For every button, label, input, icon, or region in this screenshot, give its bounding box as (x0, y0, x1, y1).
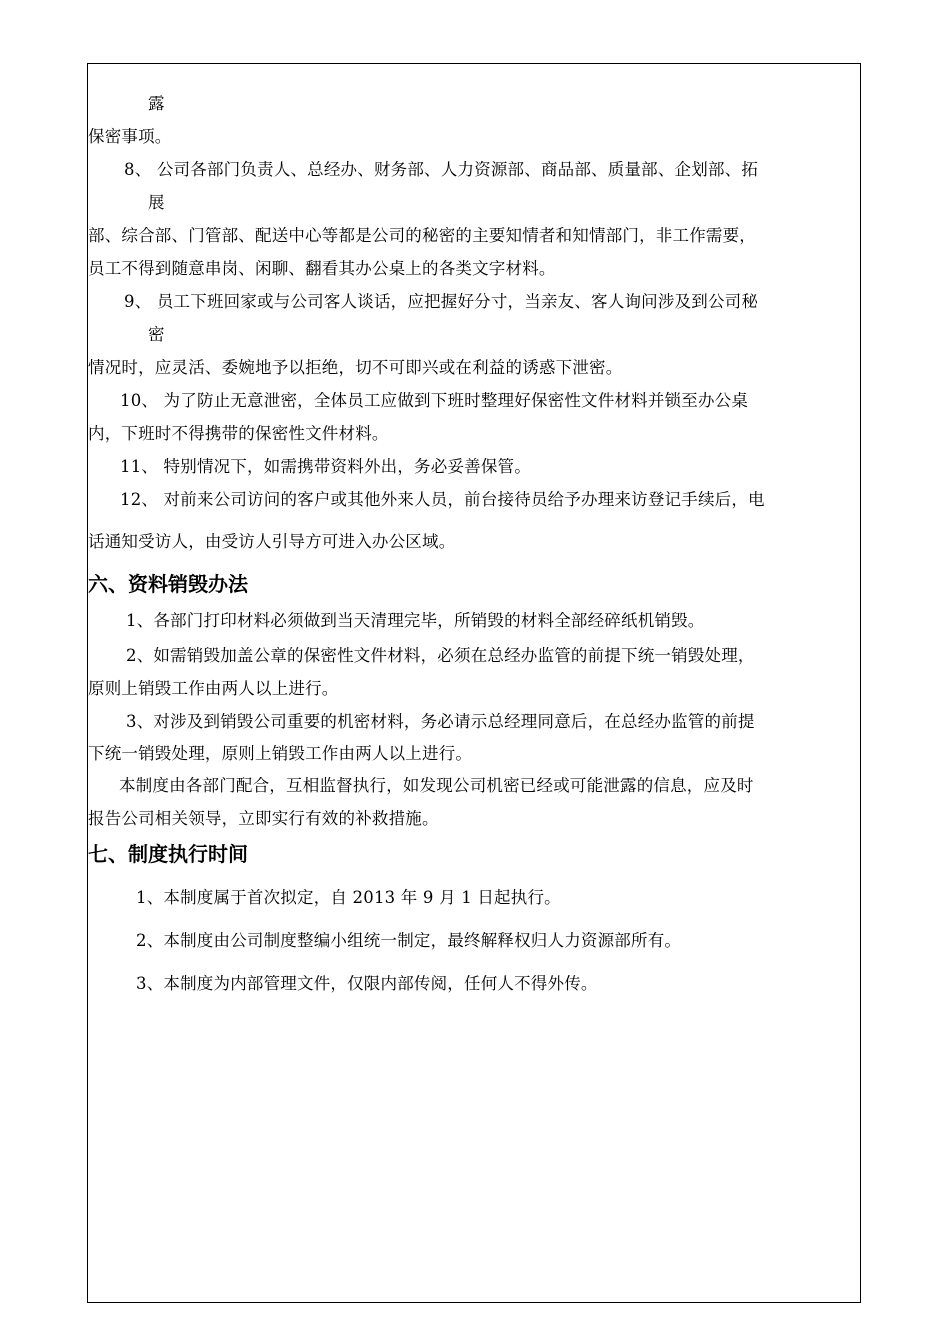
text-line: 话通知受访人，由受访人引导方可进入办公区域。 (88, 532, 456, 551)
text-line: 3、本制度为内部管理文件，仅限内部传阅，任何人不得外传。 (136, 974, 598, 993)
text-line: 3、对涉及到销毁公司重要的机密材料，务必请示总经理同意后，在总经办监管的前提 (126, 712, 755, 731)
text-line: 内，下班时不得携带的保密性文件材料。 (88, 424, 389, 443)
text-line: 本制度由各部门配合，互相监督执行，如发现公司机密已经或可能泄露的信息，应及时 (119, 776, 754, 795)
text-line: 下统一销毁处理，原则上销毁工作由两人以上进行。 (88, 744, 473, 763)
text-line: 保密事项。 (88, 127, 172, 146)
text-line: 部、综合部、门管部、配送中心等都是公司的秘密的主要知情者和知情部门，非工作需要， (88, 226, 756, 245)
text-line: 10、 为了防止无意泄密，全体员工应做到下班时整理好保密性文件材料并锁至办公桌 (120, 391, 749, 410)
text-line: 展 (148, 193, 165, 212)
section-heading: 七、制度执行时间 (88, 842, 248, 866)
text-line: 员工不得到随意串岗、闲聊、翻看其办公桌上的各类文字材料。 (88, 259, 556, 278)
text-line: 1、本制度属于首次拟定，自 2013 年 9 月 1 日起执行。 (136, 888, 561, 907)
text-line: 9、 员工下班回家或与公司客人谈话，应把握好分寸，当亲友、客人询问涉及到公司秘 (124, 292, 759, 311)
text-line: 1、各部门打印材料必须做到当天清理完毕，所销毁的材料全部经碎纸机销毁。 (126, 611, 705, 630)
text-line: 情况时，应灵活、委婉地予以拒绝，切不可即兴或在利益的诱惑下泄密。 (88, 358, 623, 377)
text-line: 11、 特别情况下，如需携带资料外出，务必妥善保管。 (120, 457, 531, 476)
text-line: 密 (148, 325, 165, 344)
text-line: 12、 对前来公司访问的客户或其他外来人员，前台接待员给予办理来访登记手续后，电 (120, 490, 765, 509)
text-line: 2、本制度由公司制度整编小组统一制定，最终解释权归人力资源部所有。 (136, 931, 682, 950)
text-line: 原则上销毁工作由两人以上进行。 (88, 679, 339, 698)
text-line: 露 (148, 94, 165, 113)
section-heading: 六、资料销毁办法 (88, 572, 248, 596)
text-line: 2、如需销毁加盖公章的保密性文件材料，必须在总经办监管的前提下统一销毁处理， (126, 646, 755, 665)
text-line: 报告公司相关领导，立即实行有效的补救措施。 (88, 809, 439, 828)
text-line: 8、 公司各部门负责人、总经办、财务部、人力资源部、商品部、质量部、企划部、拓 (124, 160, 759, 179)
